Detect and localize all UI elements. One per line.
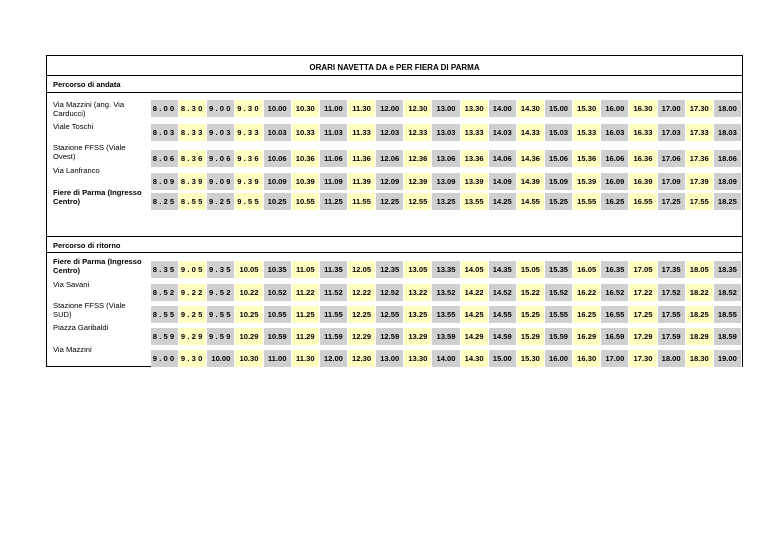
time-cell: 15.36 bbox=[573, 150, 601, 167]
time-cell: 16.55 bbox=[629, 193, 657, 210]
time-cell: 15.29 bbox=[517, 328, 545, 345]
time-cell: 14.33 bbox=[517, 124, 545, 141]
time-cell: 18.30 bbox=[686, 350, 714, 367]
time-cell: 16.35 bbox=[601, 261, 629, 278]
time-cell: 13.52 bbox=[432, 284, 460, 301]
time-cell: 17.30 bbox=[629, 350, 657, 367]
time-cell: 11.39 bbox=[348, 173, 376, 190]
return-stop: Stazione FFSS (Viale SUD) bbox=[53, 301, 126, 319]
time-cell: 11.05 bbox=[292, 261, 320, 278]
outbound-stop: Viale Toschi bbox=[53, 122, 94, 131]
time-cell: 12.00 bbox=[376, 100, 404, 117]
time-cell: 12.22 bbox=[348, 284, 376, 301]
time-cell: 14.25 bbox=[489, 193, 517, 210]
time-cell: 9.06 bbox=[207, 150, 235, 167]
time-cell: 11.52 bbox=[320, 284, 348, 301]
time-cell: 13.35 bbox=[432, 261, 460, 278]
time-cell: 13.39 bbox=[461, 173, 489, 190]
return-heading: Percorso di ritorno bbox=[47, 236, 742, 253]
time-cell: 16.22 bbox=[573, 284, 601, 301]
time-cell: 16.00 bbox=[601, 100, 629, 117]
time-cell: 15.55 bbox=[573, 193, 601, 210]
return-times-row bbox=[151, 261, 742, 278]
time-cell: 12.05 bbox=[348, 261, 376, 278]
time-cell: 17.39 bbox=[686, 173, 714, 190]
time-cell: 14.30 bbox=[517, 100, 545, 117]
time-cell: 12.09 bbox=[376, 173, 404, 190]
return-times-row bbox=[151, 328, 742, 345]
time-cell: 10.30 bbox=[292, 100, 320, 117]
time-cell: 12.29 bbox=[348, 328, 376, 345]
time-cell: 17.25 bbox=[629, 306, 657, 323]
time-cell: 18.22 bbox=[686, 284, 714, 301]
outbound-stop: Via Lanfranco bbox=[53, 166, 100, 175]
time-cell: 17.00 bbox=[658, 100, 686, 117]
time-cell: 16.25 bbox=[573, 306, 601, 323]
time-cell: 13.30 bbox=[404, 350, 432, 367]
time-cell: 11.25 bbox=[292, 306, 320, 323]
time-cell: 14.29 bbox=[461, 328, 489, 345]
time-cell: 15.00 bbox=[489, 350, 517, 367]
time-cell: 18.00 bbox=[714, 100, 742, 117]
time-cell: 12.52 bbox=[376, 284, 404, 301]
time-cell: 10.39 bbox=[292, 173, 320, 190]
time-cell: 17.06 bbox=[658, 150, 686, 167]
time-cell: 14.35 bbox=[489, 261, 517, 278]
time-cell: 16.55 bbox=[601, 306, 629, 323]
time-cell: 10.30 bbox=[235, 350, 263, 367]
time-cell: 11.55 bbox=[348, 193, 376, 210]
time-cell: 17.33 bbox=[686, 124, 714, 141]
time-cell: 11.30 bbox=[292, 350, 320, 367]
time-cell: 15.55 bbox=[545, 306, 573, 323]
time-cell: 16.29 bbox=[573, 328, 601, 345]
time-cell: 13.00 bbox=[376, 350, 404, 367]
time-cell: 8.25 bbox=[151, 193, 179, 210]
time-cell: 16.00 bbox=[545, 350, 573, 367]
time-cell: 15.22 bbox=[517, 284, 545, 301]
time-cell: 9.59 bbox=[207, 328, 235, 345]
time-cell: 11.00 bbox=[320, 100, 348, 117]
time-cell: 17.55 bbox=[658, 306, 686, 323]
outbound-times-row bbox=[151, 124, 742, 141]
time-cell: 15.09 bbox=[545, 173, 573, 190]
time-cell: 16.30 bbox=[573, 350, 601, 367]
time-cell: 9.39 bbox=[235, 173, 263, 190]
time-cell: 19.00 bbox=[714, 350, 742, 367]
time-cell: 9.05 bbox=[179, 261, 207, 278]
time-cell: 11.22 bbox=[292, 284, 320, 301]
time-cell: 8.59 bbox=[151, 328, 179, 345]
return-times-row bbox=[151, 284, 742, 301]
time-cell: 16.09 bbox=[601, 173, 629, 190]
time-cell: 9.25 bbox=[207, 193, 235, 210]
time-cell: 10.59 bbox=[264, 328, 292, 345]
time-cell: 13.00 bbox=[432, 100, 460, 117]
time-cell: 9.30 bbox=[179, 350, 207, 367]
time-cell: 8.36 bbox=[179, 150, 207, 167]
time-cell: 9.25 bbox=[179, 306, 207, 323]
time-cell: 10.36 bbox=[292, 150, 320, 167]
time-cell: 17.52 bbox=[658, 284, 686, 301]
time-cell: 14.30 bbox=[461, 350, 489, 367]
time-cell: 16.05 bbox=[573, 261, 601, 278]
time-cell: 16.33 bbox=[629, 124, 657, 141]
time-cell: 10.55 bbox=[292, 193, 320, 210]
time-cell: 10.25 bbox=[235, 306, 263, 323]
time-cell: 9.00 bbox=[207, 100, 235, 117]
time-cell: 12.55 bbox=[404, 193, 432, 210]
time-cell: 8.52 bbox=[151, 284, 179, 301]
time-cell: 18.52 bbox=[714, 284, 742, 301]
time-cell: 8.35 bbox=[151, 261, 179, 278]
time-cell: 14.52 bbox=[489, 284, 517, 301]
time-cell: 17.25 bbox=[658, 193, 686, 210]
time-cell: 14.06 bbox=[489, 150, 517, 167]
time-cell: 17.36 bbox=[686, 150, 714, 167]
timetable-title: ORARI NAVETTA DA e PER FIERA DI PARMA bbox=[47, 56, 742, 76]
time-cell: 16.52 bbox=[601, 284, 629, 301]
time-cell: 18.35 bbox=[714, 261, 742, 278]
time-cell: 12.03 bbox=[376, 124, 404, 141]
time-cell: 10.52 bbox=[264, 284, 292, 301]
time-cell: 12.25 bbox=[348, 306, 376, 323]
time-cell: 16.30 bbox=[629, 100, 657, 117]
time-cell: 14.25 bbox=[461, 306, 489, 323]
time-cell: 8.06 bbox=[151, 150, 179, 167]
time-cell: 13.03 bbox=[432, 124, 460, 141]
time-cell: 10.55 bbox=[264, 306, 292, 323]
outbound-times-row bbox=[151, 100, 742, 117]
time-cell: 14.09 bbox=[489, 173, 517, 190]
time-cell: 8.55 bbox=[179, 193, 207, 210]
time-cell: 18.25 bbox=[714, 193, 742, 210]
outbound-times-row bbox=[151, 193, 742, 210]
time-cell: 8.55 bbox=[151, 306, 179, 323]
time-cell: 9.55 bbox=[207, 306, 235, 323]
time-cell: 11.30 bbox=[348, 100, 376, 117]
outbound-stop: Stazione FFSS (Viale Ovest) bbox=[53, 143, 126, 161]
time-cell: 8.09 bbox=[151, 173, 179, 190]
outbound-times-row bbox=[151, 173, 742, 190]
outbound-times-row bbox=[151, 150, 742, 167]
time-cell: 15.52 bbox=[545, 284, 573, 301]
time-cell: 14.22 bbox=[461, 284, 489, 301]
time-cell: 9.33 bbox=[235, 124, 263, 141]
time-cell: 11.35 bbox=[320, 261, 348, 278]
time-cell: 15.25 bbox=[517, 306, 545, 323]
time-cell: 9.52 bbox=[207, 284, 235, 301]
time-cell: 14.39 bbox=[517, 173, 545, 190]
time-cell: 16.25 bbox=[601, 193, 629, 210]
time-cell: 8.03 bbox=[151, 124, 179, 141]
return-times-row bbox=[151, 306, 742, 323]
time-cell: 13.29 bbox=[404, 328, 432, 345]
time-cell: 15.30 bbox=[573, 100, 601, 117]
time-cell: 15.03 bbox=[545, 124, 573, 141]
time-cell: 9.22 bbox=[179, 284, 207, 301]
time-cell: 10.09 bbox=[264, 173, 292, 190]
time-cell: 13.36 bbox=[461, 150, 489, 167]
time-cell: 16.03 bbox=[601, 124, 629, 141]
time-cell: 9.00 bbox=[151, 350, 179, 367]
time-cell: 9.55 bbox=[235, 193, 263, 210]
time-cell: 15.59 bbox=[545, 328, 573, 345]
time-cell: 11.03 bbox=[320, 124, 348, 141]
time-cell: 17.05 bbox=[629, 261, 657, 278]
time-cell: 13.30 bbox=[461, 100, 489, 117]
time-cell: 15.39 bbox=[573, 173, 601, 190]
return-times-row bbox=[151, 350, 742, 367]
time-cell: 15.05 bbox=[517, 261, 545, 278]
time-cell: 10.22 bbox=[235, 284, 263, 301]
return-stop: Fiere di Parma (Ingresso Centro) bbox=[53, 257, 142, 275]
time-cell: 12.36 bbox=[404, 150, 432, 167]
time-cell: 14.55 bbox=[517, 193, 545, 210]
time-cell: 12.06 bbox=[376, 150, 404, 167]
time-cell: 14.59 bbox=[489, 328, 517, 345]
time-cell: 18.05 bbox=[686, 261, 714, 278]
time-cell: 11.09 bbox=[320, 173, 348, 190]
time-cell: 15.06 bbox=[545, 150, 573, 167]
time-cell: 13.22 bbox=[404, 284, 432, 301]
time-cell: 9.36 bbox=[235, 150, 263, 167]
time-cell: 13.59 bbox=[432, 328, 460, 345]
return-stop: Piazza Garibaldi bbox=[53, 323, 109, 332]
time-cell: 13.05 bbox=[404, 261, 432, 278]
time-cell: 17.03 bbox=[658, 124, 686, 141]
time-cell: 17.00 bbox=[601, 350, 629, 367]
time-cell: 14.05 bbox=[461, 261, 489, 278]
time-cell: 12.55 bbox=[376, 306, 404, 323]
time-cell: 18.29 bbox=[686, 328, 714, 345]
time-cell: 12.25 bbox=[376, 193, 404, 210]
time-cell: 11.29 bbox=[292, 328, 320, 345]
time-cell: 11.55 bbox=[320, 306, 348, 323]
time-cell: 11.06 bbox=[320, 150, 348, 167]
time-cell: 13.25 bbox=[404, 306, 432, 323]
time-cell: 11.33 bbox=[348, 124, 376, 141]
time-cell: 14.36 bbox=[517, 150, 545, 167]
time-cell: 12.30 bbox=[348, 350, 376, 367]
time-cell: 10.03 bbox=[264, 124, 292, 141]
time-cell: 16.36 bbox=[629, 150, 657, 167]
time-cell: 17.09 bbox=[658, 173, 686, 190]
return-stop: Via Mazzini bbox=[53, 345, 92, 354]
time-cell: 11.36 bbox=[348, 150, 376, 167]
time-cell: 9.03 bbox=[207, 124, 235, 141]
time-cell: 9.29 bbox=[179, 328, 207, 345]
time-cell: 17.22 bbox=[629, 284, 657, 301]
time-cell: 13.55 bbox=[432, 306, 460, 323]
time-cell: 11.59 bbox=[320, 328, 348, 345]
time-cell: 18.06 bbox=[714, 150, 742, 167]
time-cell: 9.30 bbox=[235, 100, 263, 117]
time-cell: 17.30 bbox=[686, 100, 714, 117]
time-cell: 12.39 bbox=[404, 173, 432, 190]
time-cell: 8.33 bbox=[179, 124, 207, 141]
outbound-stop: Via Mazzini (ang. Via Carducci) bbox=[53, 100, 125, 118]
time-cell: 18.00 bbox=[658, 350, 686, 367]
time-cell: 12.59 bbox=[376, 328, 404, 345]
time-cell: 10.25 bbox=[264, 193, 292, 210]
time-cell: 16.59 bbox=[601, 328, 629, 345]
time-cell: 10.33 bbox=[292, 124, 320, 141]
time-cell: 11.25 bbox=[320, 193, 348, 210]
time-cell: 8.39 bbox=[179, 173, 207, 190]
time-cell: 9.35 bbox=[207, 261, 235, 278]
time-cell: 18.55 bbox=[714, 306, 742, 323]
time-cell: 12.30 bbox=[404, 100, 432, 117]
time-cell: 13.33 bbox=[461, 124, 489, 141]
outbound-heading: Percorso di andata bbox=[47, 76, 742, 93]
time-cell: 14.03 bbox=[489, 124, 517, 141]
time-cell: 13.09 bbox=[432, 173, 460, 190]
time-cell: 17.59 bbox=[658, 328, 686, 345]
time-cell: 12.33 bbox=[404, 124, 432, 141]
time-cell: 18.25 bbox=[686, 306, 714, 323]
time-cell: 15.25 bbox=[545, 193, 573, 210]
time-cell: 18.03 bbox=[714, 124, 742, 141]
time-cell: 13.55 bbox=[461, 193, 489, 210]
time-cell: 14.00 bbox=[432, 350, 460, 367]
time-cell: 17.35 bbox=[658, 261, 686, 278]
time-cell: 14.00 bbox=[489, 100, 517, 117]
time-cell: 9.09 bbox=[207, 173, 235, 190]
time-cell: 15.33 bbox=[573, 124, 601, 141]
return-stop: Via Savani bbox=[53, 280, 90, 289]
time-cell: 15.00 bbox=[545, 100, 573, 117]
time-cell: 12.35 bbox=[376, 261, 404, 278]
time-cell: 10.05 bbox=[235, 261, 263, 278]
time-cell: 10.06 bbox=[264, 150, 292, 167]
time-cell: 10.00 bbox=[264, 100, 292, 117]
time-cell: 10.29 bbox=[235, 328, 263, 345]
time-cell: 15.30 bbox=[517, 350, 545, 367]
time-cell: 18.09 bbox=[714, 173, 742, 190]
time-cell: 10.35 bbox=[264, 261, 292, 278]
time-cell: 10.00 bbox=[207, 350, 235, 367]
time-cell: 11.00 bbox=[264, 350, 292, 367]
timetable-sheet bbox=[46, 55, 743, 367]
time-cell: 18.59 bbox=[714, 328, 742, 345]
time-cell: 12.00 bbox=[320, 350, 348, 367]
time-cell: 16.06 bbox=[601, 150, 629, 167]
time-cell: 8.00 bbox=[151, 100, 179, 117]
time-cell: 14.55 bbox=[489, 306, 517, 323]
time-cell: 13.25 bbox=[432, 193, 460, 210]
time-cell: 17.55 bbox=[686, 193, 714, 210]
outbound-stop: Fiere di Parma (Ingresso Centro) bbox=[53, 188, 142, 206]
time-cell: 13.06 bbox=[432, 150, 460, 167]
time-cell: 8.30 bbox=[179, 100, 207, 117]
time-cell: 17.29 bbox=[629, 328, 657, 345]
time-cell: 16.39 bbox=[629, 173, 657, 190]
time-cell: 15.35 bbox=[545, 261, 573, 278]
